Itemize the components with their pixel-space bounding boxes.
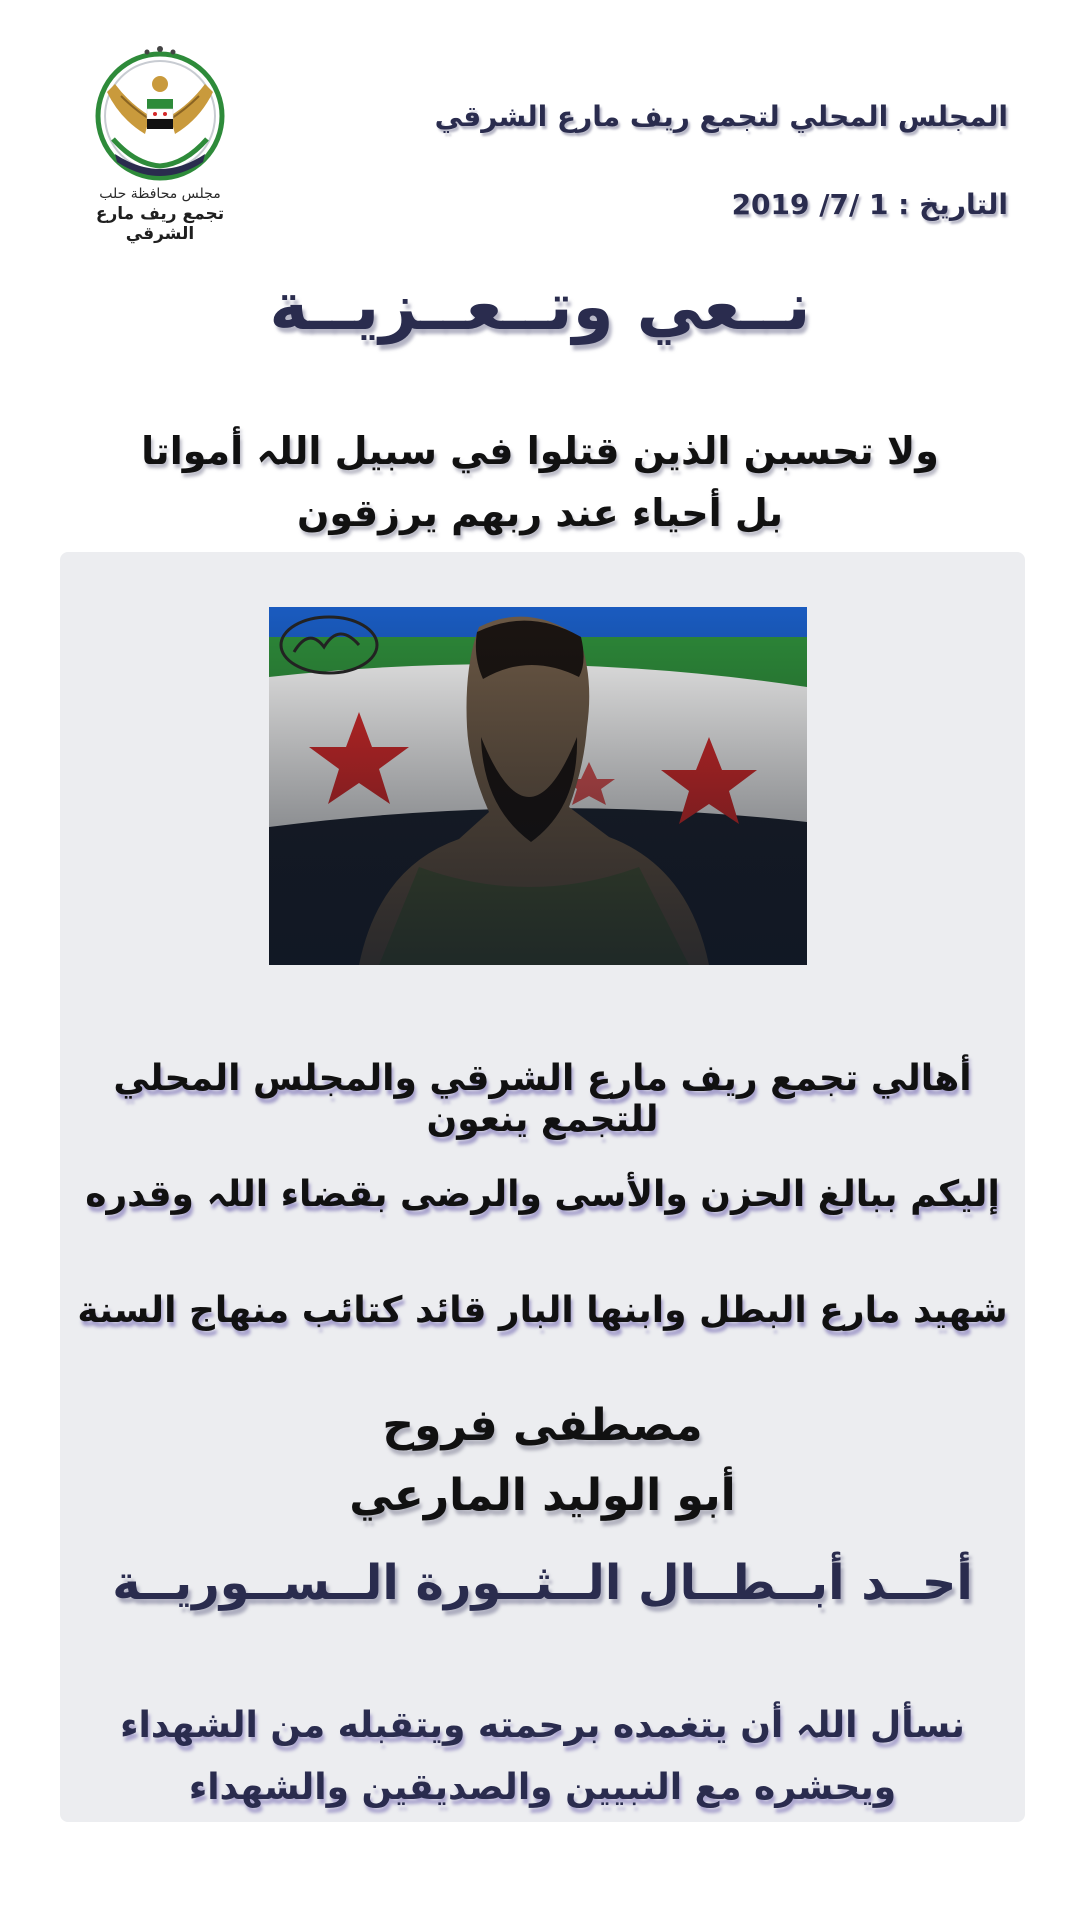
council-name: المجلس المحلي لتجمع ريف مارع الشرقي [434, 100, 1008, 133]
portrait-photo [269, 607, 807, 965]
logo-org-line1: مجلس محافظة حلب [99, 186, 221, 202]
body-line-condolence: إليكم ببالغ الحزن والأسى والرضى بقضاء اللہ وقدره [85, 1174, 1000, 1215]
body-line-martyr-description: شهيد مارع البطل وابنها البار قائد كتائب منهاج السنة [77, 1290, 1008, 1331]
eagle-emblem-icon [75, 44, 245, 184]
martyr-kunya: أبو الوليد المارعي [349, 1470, 736, 1521]
logo-org-line2: تجمع ريف مارع الشرقي [95, 204, 225, 244]
body-line-announcement: أهالي تجمع ريف مارع الشرقي والمجلس المحلي للتجمع ينعون [113, 1058, 972, 1140]
portrait-photo-icon [269, 607, 807, 965]
date-line: التاريخ : 1 /7/ 2019 [731, 188, 1008, 221]
hero-tagline: أحــد أبــطــال الــثــورة الــســوريــة [112, 1555, 973, 1611]
closing-prayer: نسأل اللہ أن يتغمده برحمته ويتقبله من الشهداء ويحشره مع النبيين والصديقين والشهداء [120, 1705, 965, 1808]
org-logo [60, 44, 260, 244]
martyr-name: مصطفى فروح [382, 1400, 703, 1451]
page-title: نــعي وتــعــزيــة [269, 268, 811, 345]
quran-verse: ولا تحسبن الذين قتلوا في سبيل اللہ أمواتا بل أحياء عند ربهم يرزقون [141, 429, 939, 535]
